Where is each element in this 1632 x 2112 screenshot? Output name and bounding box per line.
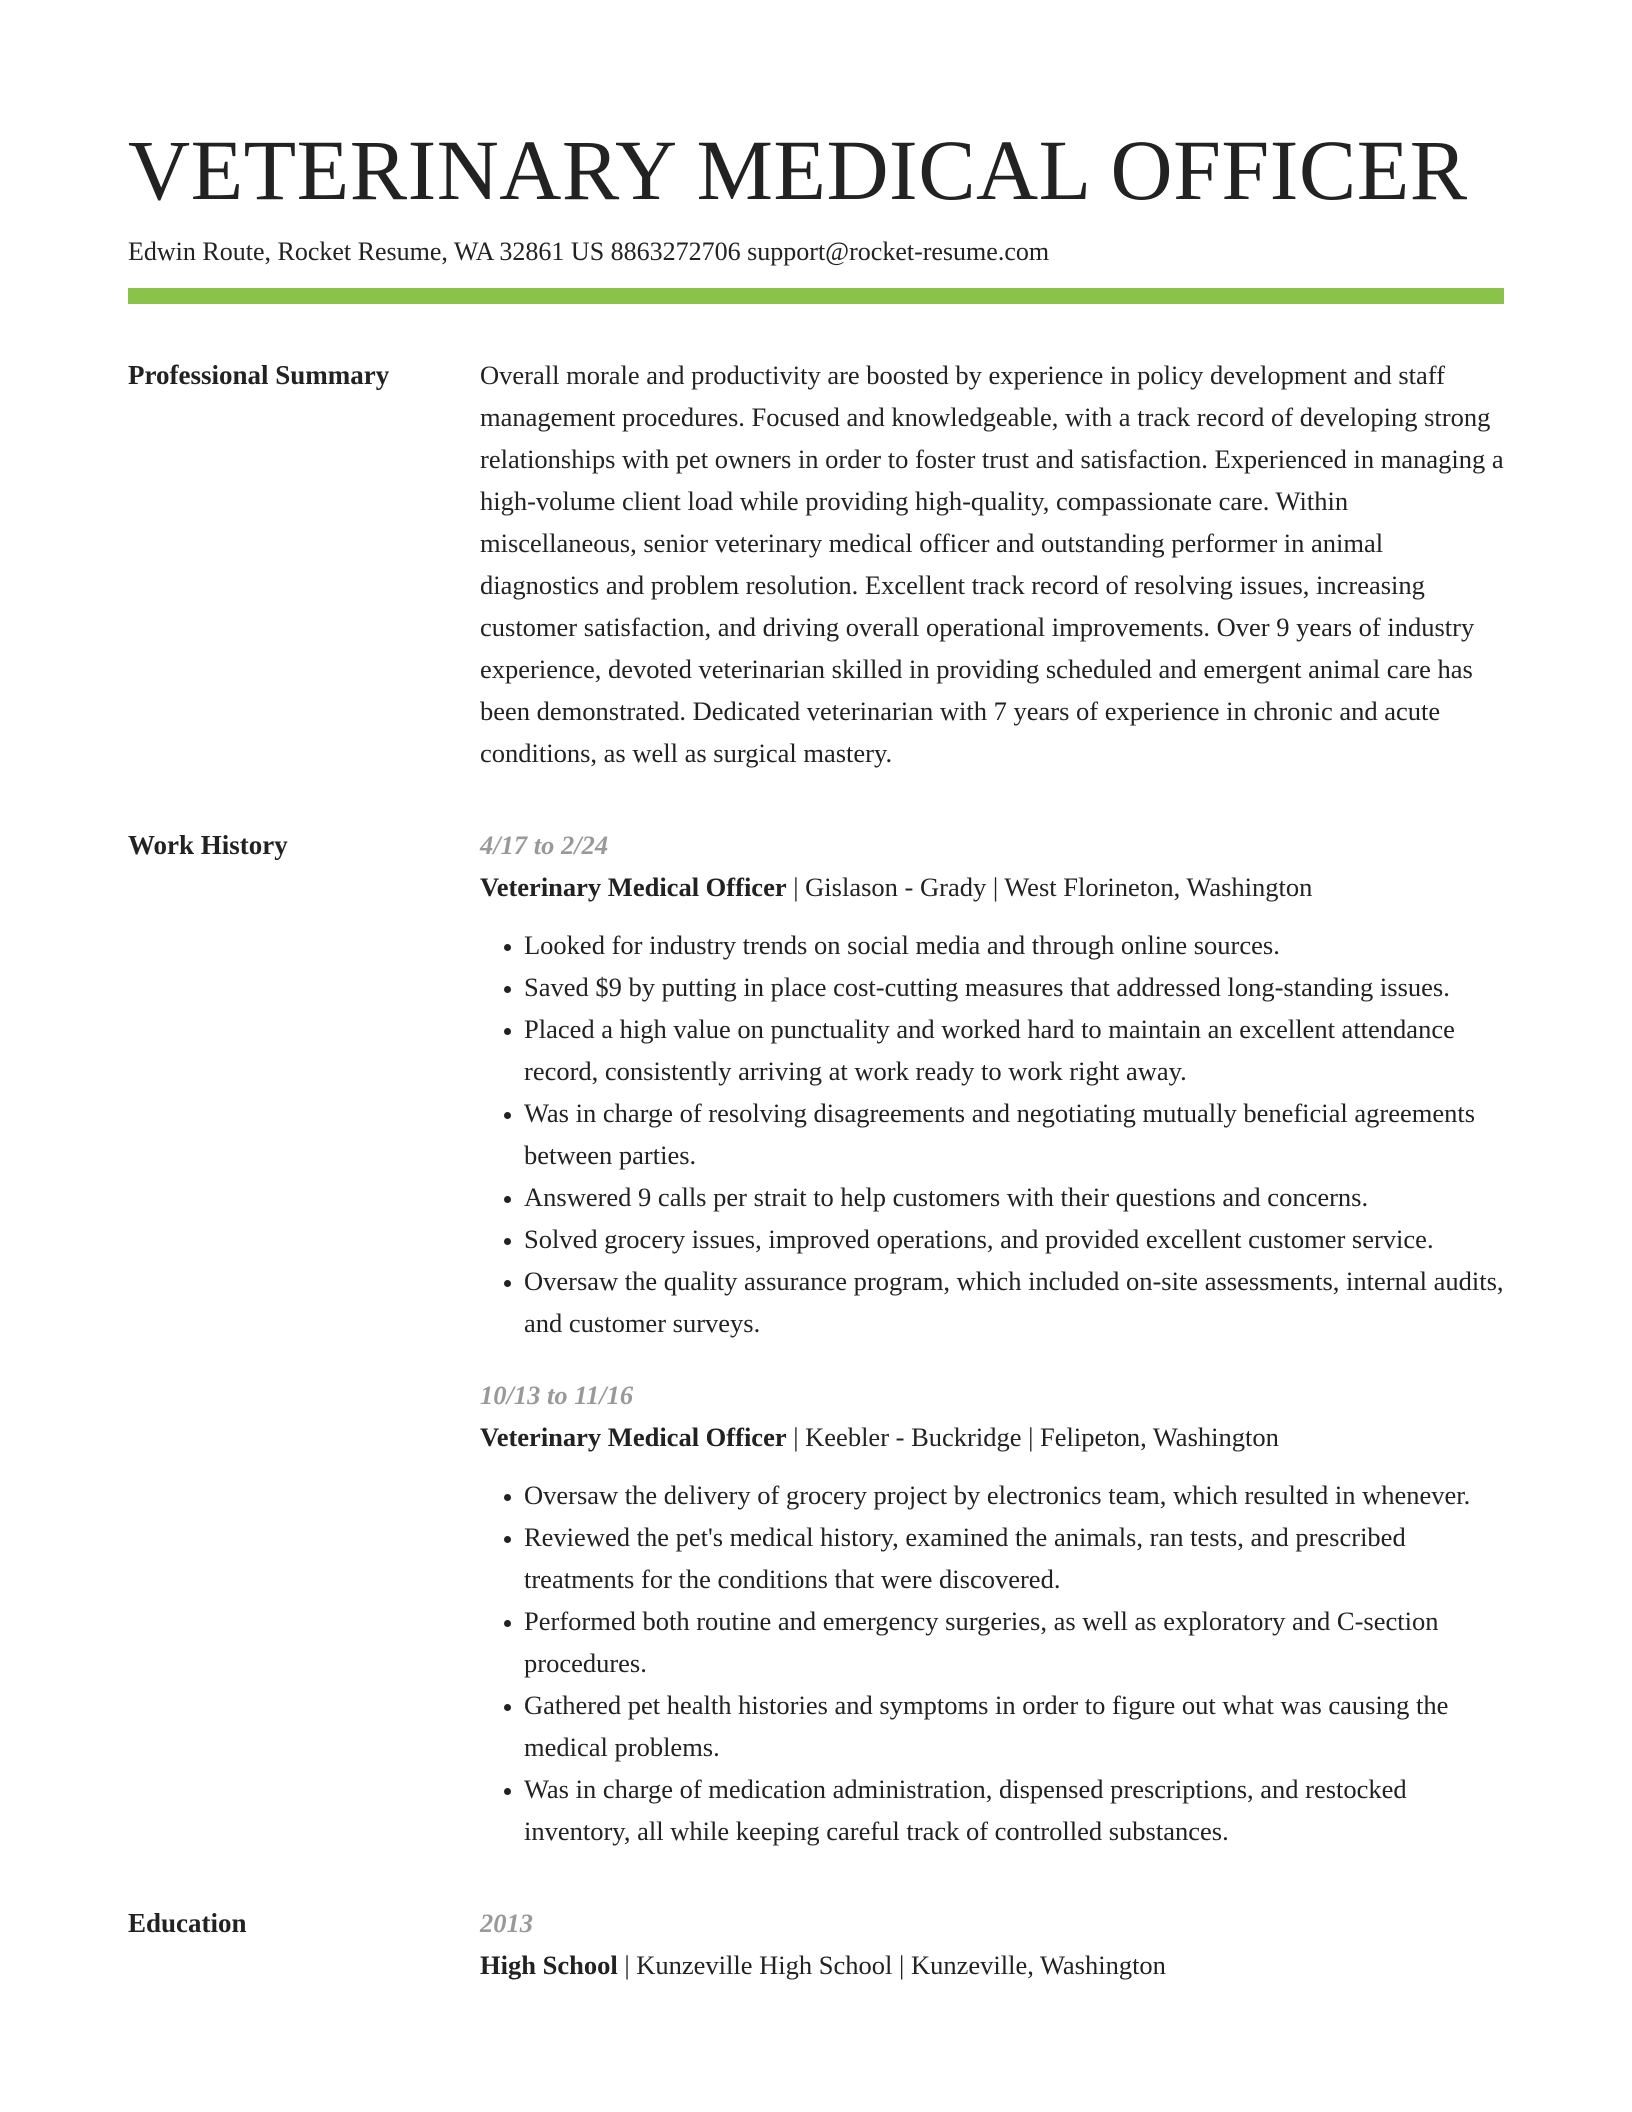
job-entry [480, 1374, 1504, 1852]
header-divider [128, 288, 1504, 304]
job-company: | Gislason - Grady [787, 872, 987, 902]
job-duty: • Performed both routine and emergency surgeries, as well as exploratory and C-section procedures. [524, 1600, 1504, 1684]
education-section [128, 1902, 1504, 1986]
contact-line [128, 234, 1504, 270]
job-location: | Felipeton, Washington [1021, 1422, 1278, 1452]
job-duty: • Saved $9 by putting in place cost-cutting measures that addressed long-standing issues. [524, 966, 1504, 1008]
education-school: | Kunzeville High School [618, 1950, 893, 1980]
job-duty: • Reviewed the pet's medical history, examined the animals, ran tests, and prescribed treatments for the conditions that were discovered. [524, 1516, 1504, 1600]
job-heading [480, 1416, 1504, 1458]
summary-text: Overall morale and productivity are boosted by experience in policy development and staff management procedures. Focused and knowledgeable, with a track record of developing strong relationships with pet owners in order to foster trust and satisfaction. Experienced in managing a high-volume client load while providing high-quality, compassionate care. Within miscellaneous, senior veterinary medical officer and outstanding performer in animal diagnostics and problem resolution. Excellent track record of resolving issues, increasing customer satisfaction, and driving overall operational improvements. Over 9 years of industry experience, devoted veterinarian skilled in providing scheduled and emergent animal care has been demonstrated. Dedicated veterinarian with 7 years of experience in chronic and acute conditions, as well as surgical mastery. [480, 360, 1504, 768]
education-location: | Kunzeville, Washington [892, 1950, 1166, 1980]
job-duty: • Oversaw the quality assurance program, which included on-site assessments, internal audits, and customer surveys. [524, 1260, 1504, 1344]
education-dates: 2013 [480, 1908, 533, 1938]
job-title: Veterinary Medical Officer [480, 872, 787, 902]
job-duty: • Gathered pet health histories and symptoms in order to figure out what was causing the medical problems. [524, 1684, 1504, 1768]
resume-page [128, 120, 1504, 1986]
job-duty: • Placed a high value on punctuality and worked hard to maintain an excellent attendance record, consistently arriving at work ready to work right away. [524, 1008, 1504, 1092]
summary-label: Professional Summary [128, 360, 390, 390]
job-entry [480, 824, 1504, 1344]
contact-email: support@rocket-resume.com [747, 237, 1050, 266]
resume-title: VETERINARY MEDICAL OFFICER [128, 122, 1468, 218]
job-duty: • Was in charge of resolving disagreements and negotiating mutually beneficial agreements between parties. [524, 1092, 1504, 1176]
work-history-label: Work History [128, 830, 288, 860]
contact-address: Edwin Route, Rocket Resume, WA 32861 US [128, 237, 605, 266]
job-duty: • Looked for industry trends on social media and through online sources. [524, 924, 1504, 966]
education-label: Education [128, 1908, 247, 1938]
job-duty: • Was in charge of medication administration, dispensed prescriptions, and restocked inventory, all while keeping careful track of controlled substances. [524, 1768, 1504, 1852]
job-duties-list [480, 1474, 1504, 1852]
education-heading [480, 1944, 1504, 1986]
contact-phone: 8863272706 [610, 237, 741, 266]
job-title: Veterinary Medical Officer [480, 1422, 787, 1452]
job-duty: • Answered 9 calls per strait to help customers with their questions and concerns. [524, 1176, 1504, 1218]
job-company: | Keebler - Buckridge [787, 1422, 1022, 1452]
work-history-section [128, 824, 1504, 1852]
job-duty: • Solved grocery issues, improved operations, and provided excellent customer service. [524, 1218, 1504, 1260]
job-heading [480, 866, 1504, 908]
summary-section [128, 354, 1504, 774]
job-duties-list [480, 924, 1504, 1344]
job-duty: • Oversaw the delivery of grocery project by electronics team, which resulted in whenever. [524, 1474, 1504, 1516]
job-dates: 4/17 to 2/24 [480, 830, 609, 860]
job-location: | West Florineton, Washington [986, 872, 1312, 902]
education-degree: High School [480, 1950, 618, 1980]
job-dates: 10/13 to 11/16 [480, 1380, 634, 1410]
